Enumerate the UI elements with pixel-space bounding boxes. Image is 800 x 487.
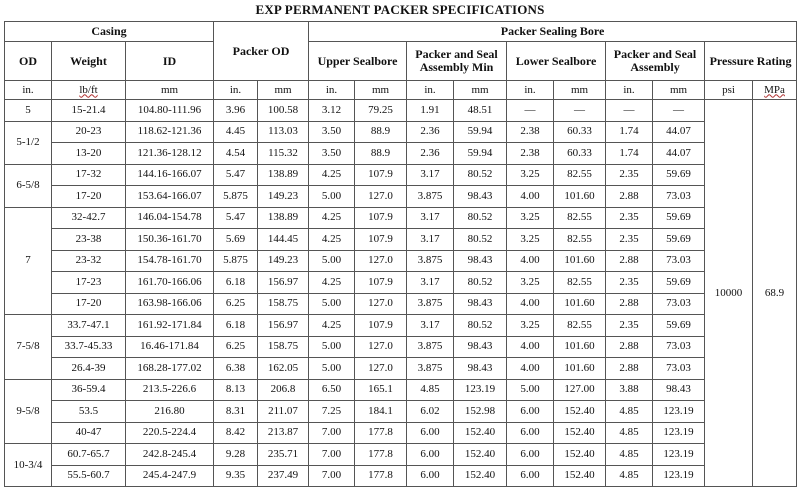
data-cell: 118.62-121.36 (126, 121, 214, 143)
data-cell: 7.00 (309, 465, 355, 487)
data-cell: 101.60 (554, 336, 606, 358)
data-cell: 5.00 (309, 336, 355, 358)
data-cell: 4.85 (606, 422, 653, 444)
data-cell: 1.91 (407, 100, 454, 122)
data-cell: 4.00 (507, 186, 554, 208)
data-cell: 13-20 (52, 143, 126, 165)
data-cell: 113.03 (258, 121, 309, 143)
data-cell: 127.0 (355, 250, 407, 272)
data-cell: 98.43 (454, 336, 507, 358)
data-cell: — (606, 100, 653, 122)
table-row (5, 379, 797, 401)
data-cell: 127.0 (355, 293, 407, 315)
data-cell: 3.875 (407, 250, 454, 272)
data-cell: 32-42.7 (52, 207, 126, 229)
data-cell: 6.50 (309, 379, 355, 401)
data-cell: 235.71 (258, 444, 309, 466)
data-cell: 17-23 (52, 272, 126, 294)
data-cell: 82.55 (554, 207, 606, 229)
data-cell: 59.94 (454, 143, 507, 165)
data-cell: 104.80-111.96 (126, 100, 214, 122)
unit-cell: in. (309, 81, 355, 100)
data-cell: 3.25 (507, 164, 554, 186)
data-cell: 3.25 (507, 207, 554, 229)
data-cell: 149.23 (258, 186, 309, 208)
od-cell: 10-3/4 (5, 444, 52, 487)
header-packer-seal-assembly-min: Packer and Seal Assembly Min (407, 42, 507, 81)
data-cell: 80.52 (454, 315, 507, 337)
table-row (5, 229, 797, 251)
table-row (5, 207, 797, 229)
data-cell: 23-38 (52, 229, 126, 251)
data-cell: 73.03 (653, 186, 705, 208)
data-cell: 4.85 (606, 401, 653, 423)
header-id: ID (126, 42, 214, 81)
data-cell: 3.96 (214, 100, 258, 122)
data-cell: 5.00 (507, 379, 554, 401)
data-cell: 152.98 (454, 401, 507, 423)
table-row (5, 250, 797, 272)
data-cell: 245.4-247.9 (126, 465, 214, 487)
data-cell: 123.19 (653, 422, 705, 444)
data-cell: 5.875 (214, 186, 258, 208)
data-cell: 163.98-166.06 (126, 293, 214, 315)
data-cell: 6.00 (507, 422, 554, 444)
header-od: OD (5, 42, 52, 81)
pressure-psi-cell: 10000 (705, 100, 753, 487)
data-cell: 59.69 (653, 164, 705, 186)
data-cell: 4.25 (309, 229, 355, 251)
data-cell: 6.18 (214, 272, 258, 294)
data-cell: 4.25 (309, 272, 355, 294)
data-cell: 138.89 (258, 164, 309, 186)
data-cell: 6.00 (507, 401, 554, 423)
od-cell: 7 (5, 207, 52, 315)
data-cell: 2.36 (407, 121, 454, 143)
data-cell: 80.52 (454, 207, 507, 229)
table-row (5, 465, 797, 487)
data-cell: 82.55 (554, 315, 606, 337)
data-cell: 4.25 (309, 207, 355, 229)
data-cell: 150.36-161.70 (126, 229, 214, 251)
data-cell: 5.00 (309, 186, 355, 208)
data-cell: 4.00 (507, 336, 554, 358)
unit-cell: lb/ft (52, 81, 126, 100)
data-cell: 177.8 (355, 422, 407, 444)
unit-cell: mm (653, 81, 705, 100)
data-cell: 6.02 (407, 401, 454, 423)
data-cell: 80.52 (454, 229, 507, 251)
data-cell: 3.875 (407, 358, 454, 380)
data-cell: 237.49 (258, 465, 309, 487)
data-cell: 152.40 (454, 465, 507, 487)
data-cell: 213.5-226.6 (126, 379, 214, 401)
data-cell: 9.35 (214, 465, 258, 487)
header-packer-seal-assembly: Packer and Seal Assembly (606, 42, 705, 81)
data-cell: 73.03 (653, 358, 705, 380)
data-cell: 3.17 (407, 315, 454, 337)
data-cell: 107.9 (355, 164, 407, 186)
data-cell: 184.1 (355, 401, 407, 423)
data-cell: 220.5-224.4 (126, 422, 214, 444)
header-lower-sealbore: Lower Sealbore (507, 42, 606, 81)
data-cell: 121.36-128.12 (126, 143, 214, 165)
data-cell: 5.47 (214, 207, 258, 229)
data-cell: 152.40 (554, 444, 606, 466)
data-cell: 152.40 (554, 422, 606, 444)
data-cell: 4.54 (214, 143, 258, 165)
table-title: EXP PERMANENT PACKER SPECIFICATIONS (255, 2, 545, 17)
data-cell: 5.875 (214, 250, 258, 272)
data-cell: 4.45 (214, 121, 258, 143)
data-cell: 158.75 (258, 293, 309, 315)
data-cell: 60.33 (554, 121, 606, 143)
table-row (5, 100, 797, 122)
data-cell: 177.8 (355, 465, 407, 487)
table-row (5, 121, 797, 143)
data-cell: 1.74 (606, 143, 653, 165)
data-cell: 144.45 (258, 229, 309, 251)
data-cell: 156.97 (258, 272, 309, 294)
data-cell: 40-47 (52, 422, 126, 444)
data-cell: 80.52 (454, 164, 507, 186)
data-cell: 59.94 (454, 121, 507, 143)
data-cell: 33.7-45.33 (52, 336, 126, 358)
data-cell: 2.35 (606, 315, 653, 337)
data-cell: 53.5 (52, 401, 126, 423)
od-cell: 5-1/2 (5, 121, 52, 164)
data-cell: 7.25 (309, 401, 355, 423)
data-cell: 152.40 (454, 422, 507, 444)
data-cell: 123.19 (454, 379, 507, 401)
header-packer-od: Packer OD (214, 22, 309, 81)
data-cell: 98.43 (454, 250, 507, 272)
data-cell: 177.8 (355, 444, 407, 466)
data-cell: 5.00 (309, 250, 355, 272)
od-cell: 9-5/8 (5, 379, 52, 444)
data-cell: 82.55 (554, 164, 606, 186)
data-cell: 60.33 (554, 143, 606, 165)
pressure-mpa-cell: 68.9 (753, 100, 797, 487)
data-cell: 33.7-47.1 (52, 315, 126, 337)
data-cell: 88.9 (355, 143, 407, 165)
data-cell: 2.35 (606, 164, 653, 186)
data-cell: 144.16-166.07 (126, 164, 214, 186)
data-cell: 59.69 (653, 229, 705, 251)
data-cell: 2.88 (606, 336, 653, 358)
unit-cell: in. (407, 81, 454, 100)
data-cell: 6.18 (214, 315, 258, 337)
data-cell: 161.70-166.06 (126, 272, 214, 294)
data-cell: 3.50 (309, 143, 355, 165)
data-cell: 6.25 (214, 293, 258, 315)
data-cell: 2.35 (606, 272, 653, 294)
data-cell: 107.9 (355, 315, 407, 337)
data-cell: 3.25 (507, 315, 554, 337)
data-cell: 5.69 (214, 229, 258, 251)
data-cell: 6.00 (407, 422, 454, 444)
data-cell: 4.00 (507, 293, 554, 315)
data-cell: 8.13 (214, 379, 258, 401)
data-cell: 127.0 (355, 186, 407, 208)
data-cell: 6.00 (407, 465, 454, 487)
data-cell: 98.43 (454, 293, 507, 315)
unit-cell: in. (214, 81, 258, 100)
data-cell: 82.55 (554, 272, 606, 294)
unit-cell: mm (454, 81, 507, 100)
data-cell: 7.00 (309, 444, 355, 466)
data-cell: 8.42 (214, 422, 258, 444)
data-cell: 6.25 (214, 336, 258, 358)
table-row (5, 293, 797, 315)
data-cell: 2.88 (606, 293, 653, 315)
unit-cell: mm (554, 81, 606, 100)
data-cell: 3.875 (407, 293, 454, 315)
data-cell: 213.87 (258, 422, 309, 444)
data-cell: 3.875 (407, 186, 454, 208)
data-cell: 100.58 (258, 100, 309, 122)
unit-cell: mm (258, 81, 309, 100)
data-cell: 152.40 (554, 401, 606, 423)
data-cell: 44.07 (653, 143, 705, 165)
data-cell: 73.03 (653, 336, 705, 358)
data-cell: 79.25 (355, 100, 407, 122)
unit-cell: in. (5, 81, 52, 100)
data-cell: 6.38 (214, 358, 258, 380)
data-cell: 152.40 (554, 465, 606, 487)
data-cell: 4.25 (309, 164, 355, 186)
data-cell: 2.38 (507, 143, 554, 165)
data-cell: 161.92-171.84 (126, 315, 214, 337)
unit-cell: psi (705, 81, 753, 100)
data-cell: 101.60 (554, 293, 606, 315)
data-cell: 242.8-245.4 (126, 444, 214, 466)
table-row (5, 401, 797, 423)
data-cell: 3.17 (407, 207, 454, 229)
data-cell: 5.00 (309, 293, 355, 315)
data-cell: 3.17 (407, 272, 454, 294)
data-cell: 4.85 (606, 465, 653, 487)
data-cell: 1.74 (606, 121, 653, 143)
unit-cell: mm (355, 81, 407, 100)
data-cell: 107.9 (355, 229, 407, 251)
data-cell: 4.25 (309, 315, 355, 337)
data-cell: 123.19 (653, 465, 705, 487)
data-cell: 26.4-39 (52, 358, 126, 380)
data-cell: 146.04-154.78 (126, 207, 214, 229)
data-cell: 138.89 (258, 207, 309, 229)
data-cell: 4.85 (407, 379, 454, 401)
data-cell: 2.88 (606, 186, 653, 208)
data-cell: 3.12 (309, 100, 355, 122)
data-cell: 3.25 (507, 272, 554, 294)
data-cell: 216.80 (126, 401, 214, 423)
table-row (5, 315, 797, 337)
data-cell: 20-23 (52, 121, 126, 143)
od-cell: 7-5/8 (5, 315, 52, 380)
data-cell: 9.28 (214, 444, 258, 466)
data-cell: — (507, 100, 554, 122)
data-cell: 6.00 (507, 444, 554, 466)
data-cell: 2.35 (606, 229, 653, 251)
data-cell: 2.88 (606, 250, 653, 272)
data-cell: 73.03 (653, 293, 705, 315)
data-cell: 158.75 (258, 336, 309, 358)
data-cell: 149.23 (258, 250, 309, 272)
od-cell: 6-5/8 (5, 164, 52, 207)
table-row (5, 143, 797, 165)
data-cell: 6.00 (407, 444, 454, 466)
header-packer-sealing-bore: Packer Sealing Bore (309, 22, 797, 42)
data-cell: 3.25 (507, 229, 554, 251)
data-cell: 80.52 (454, 272, 507, 294)
data-cell: 107.9 (355, 207, 407, 229)
data-cell: 101.60 (554, 358, 606, 380)
data-cell: 156.97 (258, 315, 309, 337)
header-casing: Casing (5, 22, 214, 42)
data-cell: 123.19 (653, 401, 705, 423)
table-row (5, 272, 797, 294)
data-cell: 8.31 (214, 401, 258, 423)
data-cell: 98.43 (454, 186, 507, 208)
table-row (5, 422, 797, 444)
data-cell: — (653, 100, 705, 122)
data-cell: 59.69 (653, 272, 705, 294)
data-cell: 55.5-60.7 (52, 465, 126, 487)
data-cell: 4.00 (507, 358, 554, 380)
data-cell: 2.38 (507, 121, 554, 143)
data-cell: 7.00 (309, 422, 355, 444)
data-cell: 5.47 (214, 164, 258, 186)
data-cell: 3.88 (606, 379, 653, 401)
data-cell: 16.46-171.84 (126, 336, 214, 358)
data-cell: — (554, 100, 606, 122)
data-cell: 152.40 (454, 444, 507, 466)
unit-cell: mm (126, 81, 214, 100)
data-cell: 4.00 (507, 250, 554, 272)
header-pressure-rating: Pressure Rating (705, 42, 797, 81)
data-cell: 17-20 (52, 293, 126, 315)
data-cell: 165.1 (355, 379, 407, 401)
unit-cell: MPa (753, 81, 797, 100)
data-cell: 88.9 (355, 121, 407, 143)
unit-cell: in. (507, 81, 554, 100)
data-cell: 59.69 (653, 207, 705, 229)
data-cell: 5.00 (309, 358, 355, 380)
data-cell: 2.35 (606, 207, 653, 229)
data-cell: 3.17 (407, 229, 454, 251)
data-cell: 3.875 (407, 336, 454, 358)
data-cell: 36-59.4 (52, 379, 126, 401)
packer-spec-table (4, 21, 797, 487)
data-cell: 162.05 (258, 358, 309, 380)
data-cell: 15-21.4 (52, 100, 126, 122)
data-cell: 4.85 (606, 444, 653, 466)
data-cell: 6.00 (507, 465, 554, 487)
table-row (5, 186, 797, 208)
data-cell: 2.88 (606, 358, 653, 380)
data-cell: 3.17 (407, 164, 454, 186)
unit-cell: in. (606, 81, 653, 100)
table-row (5, 164, 797, 186)
data-cell: 168.28-177.02 (126, 358, 214, 380)
data-cell: 59.69 (653, 315, 705, 337)
header-weight: Weight (52, 42, 126, 81)
header-upper-sealbore: Upper Sealbore (309, 42, 407, 81)
od-cell: 5 (5, 100, 52, 122)
data-cell: 98.43 (454, 358, 507, 380)
data-cell: 206.8 (258, 379, 309, 401)
data-cell: 3.50 (309, 121, 355, 143)
data-cell: 153.64-166.07 (126, 186, 214, 208)
data-cell: 82.55 (554, 229, 606, 251)
data-cell: 127.0 (355, 358, 407, 380)
table-row (5, 444, 797, 466)
data-cell: 107.9 (355, 272, 407, 294)
data-cell: 101.60 (554, 250, 606, 272)
data-cell: 98.43 (653, 379, 705, 401)
data-cell: 127.0 (355, 336, 407, 358)
data-cell: 101.60 (554, 186, 606, 208)
data-cell: 17-32 (52, 164, 126, 186)
table-row (5, 358, 797, 380)
data-cell: 60.7-65.7 (52, 444, 126, 466)
data-cell: 73.03 (653, 250, 705, 272)
data-cell: 115.32 (258, 143, 309, 165)
data-cell: 17-20 (52, 186, 126, 208)
data-cell: 211.07 (258, 401, 309, 423)
data-cell: 154.78-161.70 (126, 250, 214, 272)
data-cell: 2.36 (407, 143, 454, 165)
data-cell: 127.00 (554, 379, 606, 401)
data-cell: 48.51 (454, 100, 507, 122)
data-cell: 123.19 (653, 444, 705, 466)
table-row (5, 336, 797, 358)
data-cell: 23-32 (52, 250, 126, 272)
data-cell: 44.07 (653, 121, 705, 143)
units-row (5, 81, 797, 100)
